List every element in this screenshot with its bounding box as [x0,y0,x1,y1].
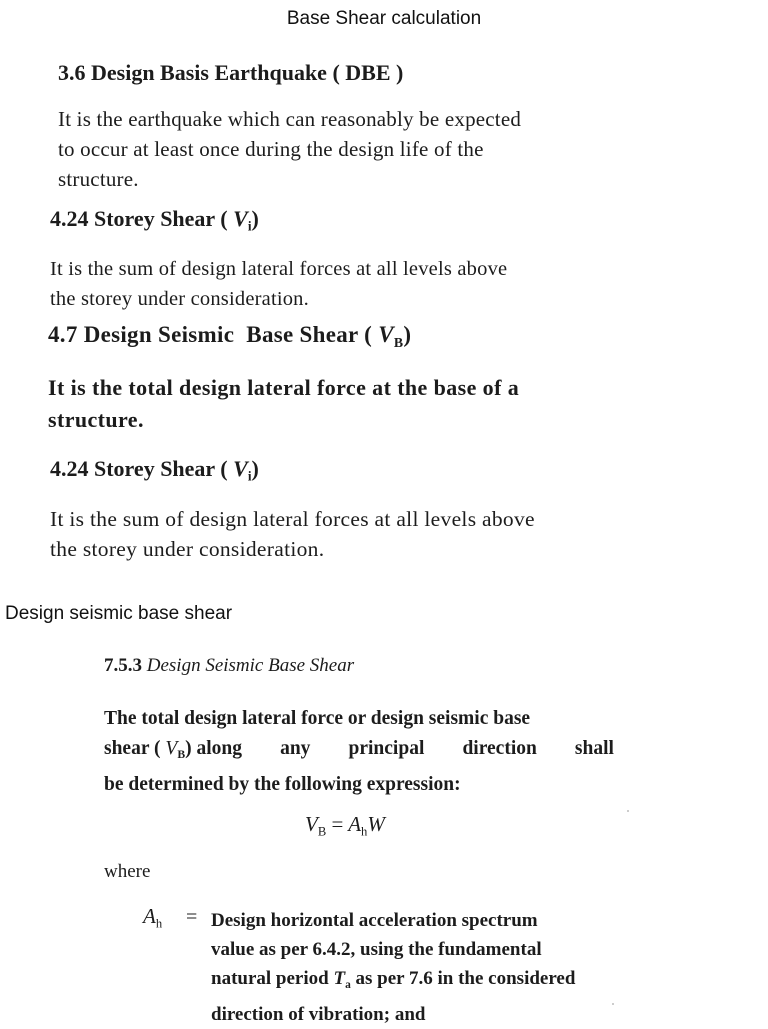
storey-shear-heading-1 [50,206,259,235]
heading-close: ) [251,456,259,481]
word-along: ) along [185,738,242,759]
symbol: V [165,738,178,759]
formula-rhs-a: A [348,812,362,836]
base-shear-line-2: structure. [48,407,144,432]
definition-line-1: Design horizontal acceleration spectrum [211,910,538,931]
base-shear-line-1: It is the total design lateral force at the base of a [48,375,520,400]
clause-line-2-word: shall [574,738,614,759]
clause-number: 7.5.3 [104,655,142,676]
dbe-definition [58,104,521,194]
clause-body [104,704,614,800]
symbol: V [233,456,248,481]
definition-line-2: value as per 6.4.2, using the fundamental [211,939,542,960]
formula-rhs-w: W [367,812,385,836]
symbol-subscript: B [177,748,186,762]
dbe-heading: 3.6 Design Basis Earthquake ( DBE ) [58,60,404,85]
heading-text: 4.7 Design Seismic Base Shear ( [48,322,373,347]
definition-line-3-prefix: natural period [211,968,329,989]
section-caption: Design seismic base shear [5,603,233,624]
definition-line-4: direction of vibration; and [211,1003,426,1025]
clause-title: Design Seismic Base Shear [146,655,355,676]
word-shear: shear ( [104,738,161,759]
heading-close: ) [251,206,259,231]
base-shear-formula [305,812,385,839]
storey-shear-1-line-2: the storey under consideration. [50,288,309,310]
clause-line-2-word: direction [462,738,537,759]
storey-shear-definition-2 [50,504,535,564]
definition-line-3 [211,964,575,1000]
definition-line-3-suffix: as per 7.6 in the considered [355,968,576,989]
dbe-line-1: It is the earthquake which can reasonably be expected [58,107,522,131]
definition-symbol [143,904,162,931]
definition-text [211,906,575,1029]
formula-lhs-subscript: B [317,824,327,839]
clause-line-2 [104,734,614,770]
scan-speck [612,1003,614,1005]
heading-text: 4.24 Storey Shear ( [50,456,228,481]
dbe-line-2: to occur at least once during the design life of the [58,137,484,161]
base-shear-definition [48,372,519,436]
formula-rhs-subscript: h [361,824,368,839]
symbol-subscript: i [247,468,252,484]
where-label: where [104,861,151,882]
heading-close: ) [403,322,412,347]
base-shear-heading [48,322,411,351]
storey-shear-1-line-1: It is the sum of design lateral forces at all levels above [50,258,508,280]
symbol: V [378,322,394,347]
period-symbol: T [333,968,346,989]
dbe-line-3: structure. [58,167,139,191]
symbol-subscript: h [155,916,163,931]
heading-text: 4.24 Storey Shear ( [50,206,228,231]
storey-shear-2-line-1: It is the sum of design lateral forces at all levels above [50,507,535,531]
clause-line-2-word [104,734,242,770]
storey-shear-2-line-2: the storey under consideration. [50,537,325,561]
clause-line-2-word: principal [348,738,425,759]
page-title: Base Shear calculation [286,8,482,29]
symbol-subscript: B [393,334,404,350]
scan-speck [627,810,629,812]
symbol: A [143,904,156,928]
symbol-subscript: i [247,218,252,234]
storey-shear-definition-1 [50,254,507,314]
definition-equals: = [186,906,198,928]
formula-equals: = [331,812,344,836]
symbol: V [233,206,248,231]
period-subscript: a [345,978,351,991]
clause-heading [104,655,354,677]
formula-lhs: V [305,812,318,836]
clause-line-2-word: any [280,738,311,759]
clause-line-3: be determined by the following expression: [104,774,461,796]
clause-line-1: The total design lateral force or design seismic base [104,708,531,729]
storey-shear-heading-2 [50,456,259,485]
